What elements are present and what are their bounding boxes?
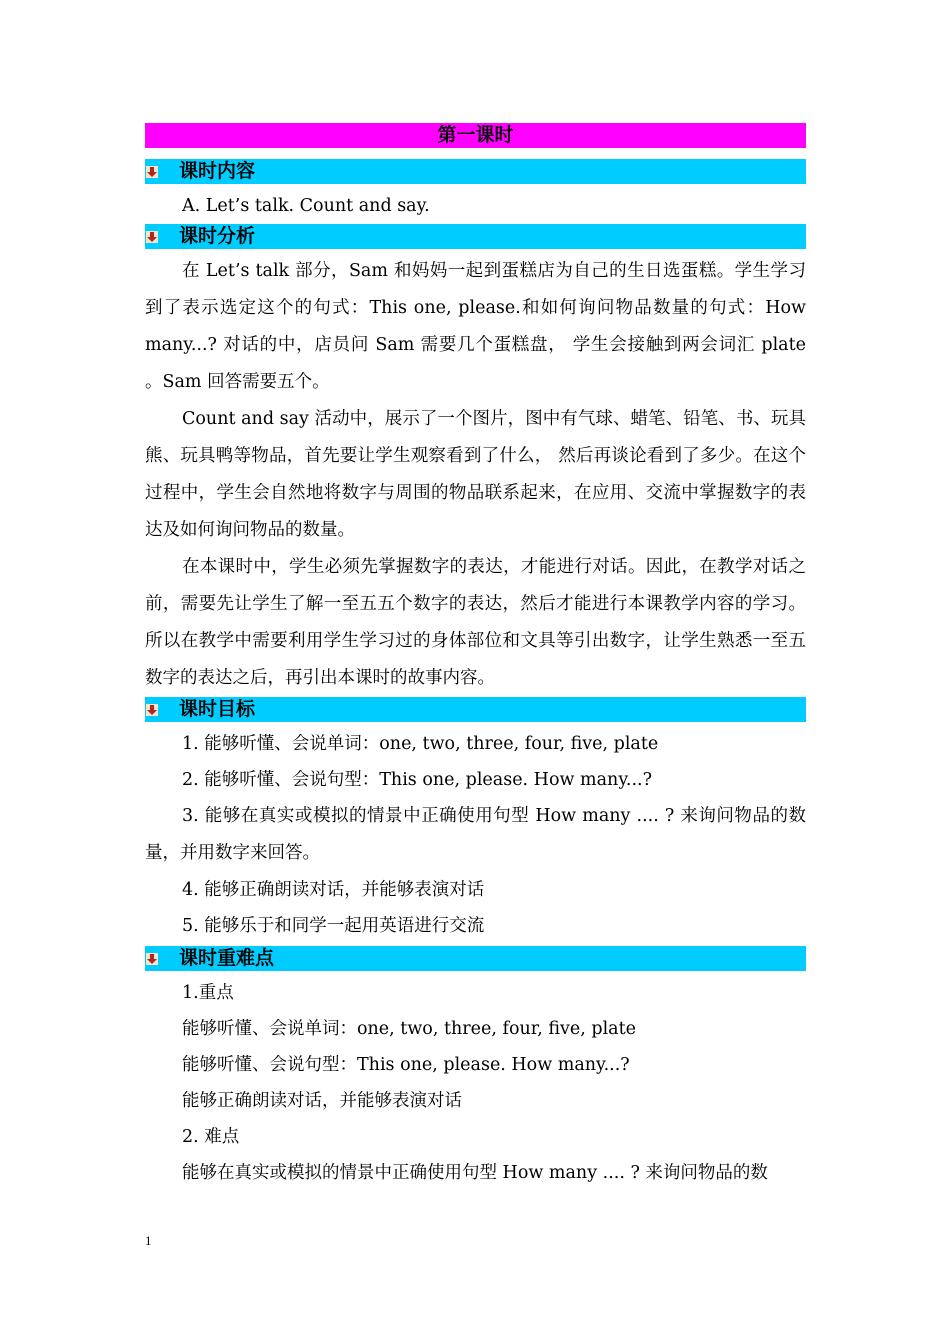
lesson-title: 第一课时 — [145, 123, 806, 148]
page-number: 1 — [145, 1233, 152, 1248]
paragraph: 能够在真实或模拟的情景中正确使用句型 How many .... ? 来询问物品的数 — [182, 1163, 768, 1183]
section-heading-content — [145, 159, 806, 184]
section-heading-goals — [145, 697, 806, 722]
down-arrow-icon — [146, 231, 158, 243]
list-item: 4. 能够正确朗读对话，并能够表演对话 — [182, 880, 485, 900]
paragraph: 1.重点 — [182, 983, 234, 1003]
paragraph: A. Let’s talk. Count and say. — [182, 196, 430, 216]
section-heading-label: 课时重难点 — [179, 947, 275, 969]
paragraph: 能够听懂、会说单词：one, two, three, four, five, plate — [182, 1019, 636, 1039]
section-heading-label: 课时目标 — [179, 698, 256, 720]
paragraph: 能够正确朗读对话，并能够表演对话 — [182, 1091, 462, 1111]
section-heading-analysis — [145, 224, 806, 249]
down-arrow-icon — [146, 953, 158, 965]
paragraph: 能够听懂、会说句型：This one, please. How many...? — [182, 1055, 630, 1075]
document-content — [145, 123, 806, 1191]
section-heading-label: 课时分析 — [179, 225, 256, 247]
paragraph: Count and say 活动中，展示了一个图片，图中有气球、蜡笔、铅笔、书、玩具熊、玩具鸭等物品，首先要让学生观察看到了什么， 然后再谈论看到了多少。在这个过程中，学生会自然地将数字与周围的物品联系起来，在应用、交流中掌握数字的表达及如何询问物品的数量。 — [145, 409, 806, 540]
paragraph: 在 Let’s talk 部分，Sam 和妈妈一起到蛋糕店为自己的生日选蛋糕。学生学习到了表示选定这个的句式：This one, please.和如何询问物品数量的句式：How many...? 对话的中，店员问 Sam 需要几个蛋糕盘， 学生会接触到两会词汇 plate 。Sam 回答需要五个。 — [145, 261, 806, 392]
section-heading-keypoints — [145, 946, 806, 971]
list-item: 3. 能够在真实或模拟的情景中正确使用句型 How many .... ? 来询问物品的数量，并用数字来回答。 — [145, 806, 806, 863]
section-heading-label: 课时内容 — [179, 160, 256, 182]
paragraph: 2. 难点 — [182, 1127, 240, 1147]
list-item: 5. 能够乐于和同学一起用英语进行交流 — [182, 916, 485, 936]
down-arrow-icon — [146, 704, 158, 716]
paragraph: 在本课时中，学生必须先掌握数字的表达，才能进行对话。因此，在教学对话之前，需要先让学生了解一至五五个数字的表达，然后才能进行本课教学内容的学习。所以在教学中需要利用学生学习过的身体部位和文具等引出数字，让学生熟悉一至五数字的表达之后，再引出本课时的故事内容。 — [145, 557, 806, 688]
down-arrow-icon — [146, 166, 158, 178]
list-item: 1. 能够听懂、会说单词：one, two, three, four, five, plate — [182, 734, 659, 754]
list-item: 2. 能够听懂、会说句型：This one, please. How many...? — [182, 770, 652, 790]
